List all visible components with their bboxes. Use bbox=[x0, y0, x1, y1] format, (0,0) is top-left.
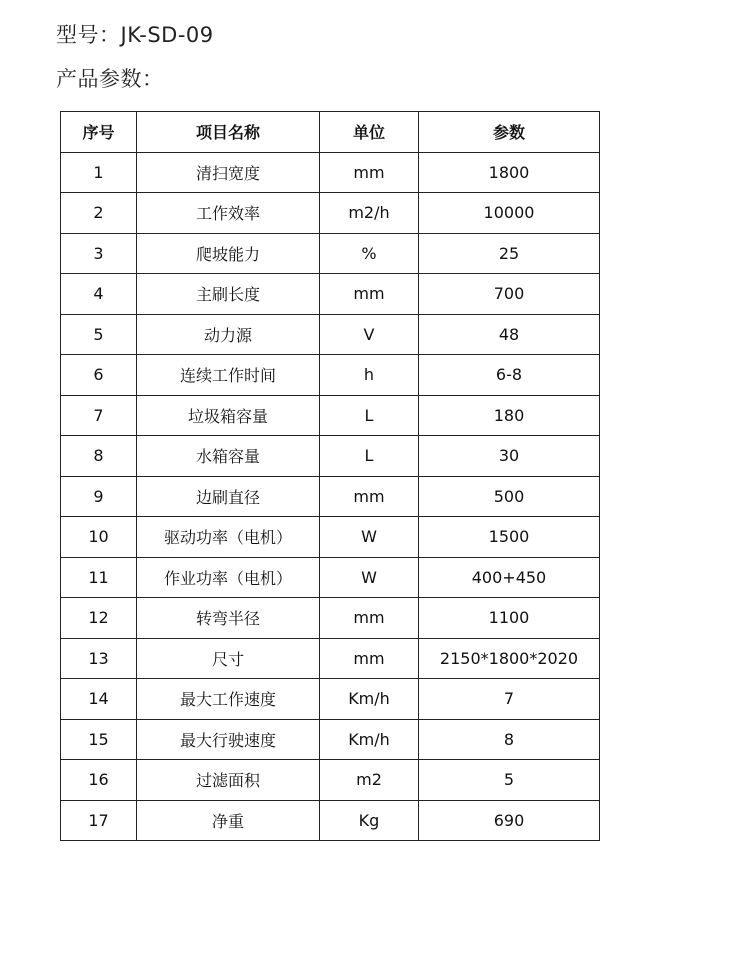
row-unit: W bbox=[320, 517, 419, 558]
row-item-name: 工作效率 bbox=[137, 193, 320, 234]
product-parameters-heading: 产品参数： bbox=[56, 67, 164, 91]
row-value: 30 bbox=[419, 436, 600, 477]
row-item-name: 作业功率（电机） bbox=[137, 557, 320, 598]
table-row bbox=[61, 638, 600, 679]
row-index: 17 bbox=[61, 800, 137, 841]
header-item-name: 项目名称 bbox=[137, 112, 320, 153]
row-index: 1 bbox=[61, 152, 137, 193]
table-row bbox=[61, 719, 600, 760]
row-index: 11 bbox=[61, 557, 137, 598]
row-value: 2150*1800*2020 bbox=[419, 638, 600, 679]
model-number-heading: 型号：JK-SD-09 bbox=[56, 23, 214, 47]
row-value: 8 bbox=[419, 719, 600, 760]
row-item-name: 最大工作速度 bbox=[137, 679, 320, 720]
table-row bbox=[61, 395, 600, 436]
row-unit: Kg bbox=[320, 800, 419, 841]
row-item-name: 清扫宽度 bbox=[137, 152, 320, 193]
row-item-name: 连续工作时间 bbox=[137, 355, 320, 396]
row-unit: mm bbox=[320, 274, 419, 315]
row-index: 13 bbox=[61, 638, 137, 679]
row-item-name: 过滤面积 bbox=[137, 760, 320, 801]
row-unit: mm bbox=[320, 476, 419, 517]
row-item-name: 尺寸 bbox=[137, 638, 320, 679]
row-unit: V bbox=[320, 314, 419, 355]
row-unit: Km/h bbox=[320, 719, 419, 760]
row-index: 15 bbox=[61, 719, 137, 760]
table-row bbox=[61, 233, 600, 274]
row-value: 1500 bbox=[419, 517, 600, 558]
row-index: 4 bbox=[61, 274, 137, 315]
row-unit: L bbox=[320, 436, 419, 477]
row-value: 10000 bbox=[419, 193, 600, 234]
row-index: 6 bbox=[61, 355, 137, 396]
row-value: 48 bbox=[419, 314, 600, 355]
table-row bbox=[61, 193, 600, 234]
row-index: 7 bbox=[61, 395, 137, 436]
row-value: 7 bbox=[419, 679, 600, 720]
table-row bbox=[61, 436, 600, 477]
row-item-name: 爬坡能力 bbox=[137, 233, 320, 274]
table-row bbox=[61, 598, 600, 639]
table-header-row bbox=[61, 112, 600, 153]
row-index: 8 bbox=[61, 436, 137, 477]
row-value: 700 bbox=[419, 274, 600, 315]
row-item-name: 驱动功率（电机） bbox=[137, 517, 320, 558]
row-value: 400+450 bbox=[419, 557, 600, 598]
row-unit: % bbox=[320, 233, 419, 274]
row-unit: mm bbox=[320, 152, 419, 193]
row-item-name: 净重 bbox=[137, 800, 320, 841]
table-row bbox=[61, 760, 600, 801]
row-index: 14 bbox=[61, 679, 137, 720]
row-index: 9 bbox=[61, 476, 137, 517]
table-row bbox=[61, 679, 600, 720]
table-row bbox=[61, 476, 600, 517]
row-value: 690 bbox=[419, 800, 600, 841]
row-value: 180 bbox=[419, 395, 600, 436]
row-index: 12 bbox=[61, 598, 137, 639]
header-value: 参数 bbox=[419, 112, 600, 153]
table-row bbox=[61, 152, 600, 193]
table-row bbox=[61, 355, 600, 396]
table-row bbox=[61, 314, 600, 355]
row-index: 2 bbox=[61, 193, 137, 234]
row-value: 25 bbox=[419, 233, 600, 274]
row-unit: W bbox=[320, 557, 419, 598]
row-index: 3 bbox=[61, 233, 137, 274]
row-index: 5 bbox=[61, 314, 137, 355]
row-unit: Km/h bbox=[320, 679, 419, 720]
row-item-name: 动力源 bbox=[137, 314, 320, 355]
table-row bbox=[61, 274, 600, 315]
table-row bbox=[61, 800, 600, 841]
row-unit: mm bbox=[320, 638, 419, 679]
header-index: 序号 bbox=[61, 112, 137, 153]
table-row bbox=[61, 557, 600, 598]
row-unit: mm bbox=[320, 598, 419, 639]
row-value: 5 bbox=[419, 760, 600, 801]
row-index: 16 bbox=[61, 760, 137, 801]
row-item-name: 最大行驶速度 bbox=[137, 719, 320, 760]
row-item-name: 垃圾箱容量 bbox=[137, 395, 320, 436]
row-unit: h bbox=[320, 355, 419, 396]
row-item-name: 转弯半径 bbox=[137, 598, 320, 639]
row-item-name: 边刷直径 bbox=[137, 476, 320, 517]
row-unit: m2 bbox=[320, 760, 419, 801]
table-row bbox=[61, 517, 600, 558]
row-item-name: 水箱容量 bbox=[137, 436, 320, 477]
row-unit: m2/h bbox=[320, 193, 419, 234]
row-value: 500 bbox=[419, 476, 600, 517]
header-unit: 单位 bbox=[320, 112, 419, 153]
row-item-name: 主刷长度 bbox=[137, 274, 320, 315]
row-value: 1100 bbox=[419, 598, 600, 639]
row-index: 10 bbox=[61, 517, 137, 558]
row-unit: L bbox=[320, 395, 419, 436]
row-value: 1800 bbox=[419, 152, 600, 193]
row-value: 6-8 bbox=[419, 355, 600, 396]
spec-table bbox=[60, 111, 600, 841]
